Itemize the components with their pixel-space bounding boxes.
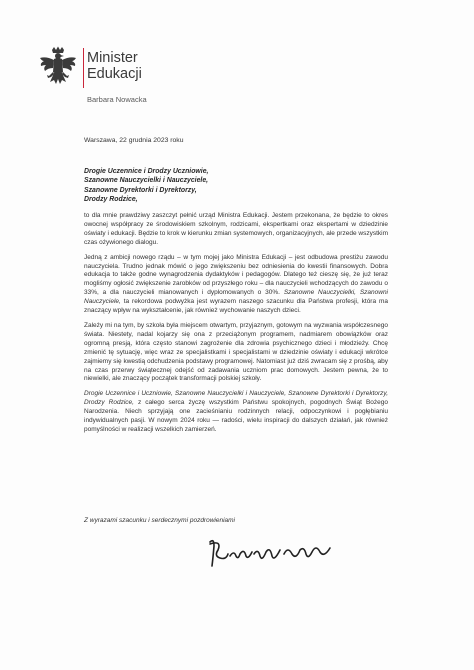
paragraph-2-address: Szanowne Nauczycielki, Szanowni Nauczyciele, <box>84 289 389 306</box>
paragraph-4-text: z całego serca życzę wszystkim Państwu spokojnych, pogodnych Świąt Bożego Narodzenia. Niech sprzyjają one zacieśnianiu rodzinnych relacji, odpoczynkowi i pogłębianiu indywidualnych pasji. W nowym 2024 roku — radości, wielu inspiracji do dalszych działań, jak również pomyślności w realizacji wszelkich zamierzeń. <box>84 399 389 433</box>
handwritten-signature-icon <box>200 532 340 574</box>
paragraph-2 <box>84 254 388 316</box>
paragraph-2-text-end: ta rekordowa podwyżka jest wyrazem naszego szacunku dla Państwa profesji, która ma znaczący wpływ na wykształcenie, jak również wychowanie naszych dzieci. <box>84 298 388 315</box>
paragraph-4-address: Drogie Uczennice i Uczniowie, Szanowne Nauczycielki i Nauczyciele, Szanowne Dyrektorki i Dyrektorzy, Drodzy Rodzice, <box>84 390 388 407</box>
paragraph-3: Zależy mi na tym, by szkoła była miejscem otwartym, przyjaznym, gotowym na wyzwania współczesnego świata. Niestety, nadal kojarzy się ona z przeciążonym programem, nadmiarem obowiązków oraz ogromną presją, która często stanowi zagrożenie dla zdrowia psychicznego dzieci i młodzieży. Chcę zmienić tę sytuację, więc wraz ze specjalistkami i specjalistami w dziedzinie oświaty i edukacji wkrótce zajmiemy się kwestią odchudzenia podstawy programowej. Natomiast już dziś zwracam się z prośbą, aby na czas przerwy świątecznej odejść od zadawania uczniom prac domowych. Jestem pewna, że to niewielki, ale znaczący początek transformacji polskiej szkoły. <box>84 321 388 383</box>
closing-line: Z wyrazami szacunku i serdecznymi pozdrowieniami <box>84 517 235 524</box>
letter-date: Warszawa, 22 grudnia 2023 roku <box>84 137 184 144</box>
paragraph-4 <box>84 390 388 435</box>
ministry-title-line2: Edukacji <box>87 66 142 82</box>
salutation-line: Szanowne Nauczycielki i Nauczyciele, <box>84 177 209 185</box>
polish-eagle-emblem-icon <box>38 46 78 94</box>
flag-divider <box>83 48 84 88</box>
paragraph-1: to dla mnie prawdziwy zaszczyt pełnić urząd Ministra Edukacji. Jestem przekonana, że będzie to okres owocnej współpracy ze środowiskiem szkolnym, rodzicami, ekspertkami oraz ekspertami w dziedzinie oświaty i edukacji. Będzie to krok w kierunku zmian systemowych, organizacyjnych, ale przede wszystkim czas ożywionego dialogu. <box>84 212 388 246</box>
letter-body <box>84 212 388 441</box>
ministry-title <box>87 50 142 82</box>
salutation <box>84 167 208 205</box>
paragraph-2-text: Jedną z ambicji nowego rządu – w tym mojej jako Ministra Edukacji – jest odbudowa prestiżu zawodu nauczyciela. Trudno jednak mówić o jego zwiększeniu bez odniesienia do kwestii finansowych. Dobra edukacja to także godne wynagrodzenia dydaktyków i pedagogów. Dlatego też cieszę się, że już teraz mogliśmy ogłosić zwiększenie zarobków od przyszłego roku – dla nauczycieli wchodzących do zawodu o 33%, a dla nauczycieli mianowanych i dyplomowanych o 30%. <box>84 253 388 297</box>
minister-name: Barbara Nowacka <box>87 95 147 104</box>
salutation-line: Drogie Uczennice i Drodzy Uczniowie, <box>84 168 209 175</box>
salutation-line: Szanowne Dyrektorki i Dyrektorzy, <box>84 186 197 194</box>
ministry-title-line1: Minister <box>87 50 138 66</box>
salutation-line: Drodzy Rodzice, <box>84 196 138 204</box>
